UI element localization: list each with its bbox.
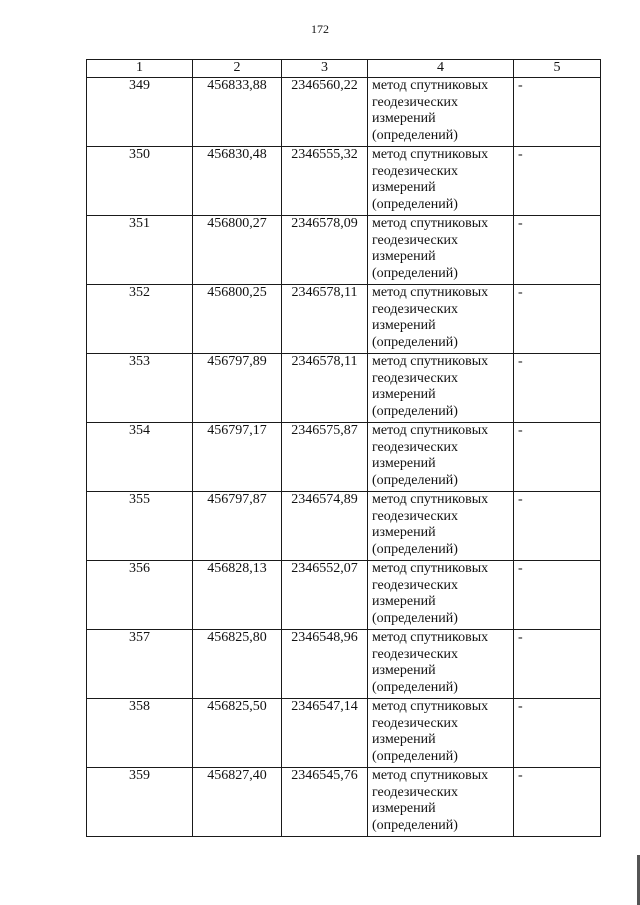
method-line: метод спутниковых [372,147,489,162]
header-col-1: 1 [87,60,193,78]
method-line: геодезических [372,301,459,317]
cell-y-coordinate: 2346547,14 [282,699,368,768]
cell-y-coordinate: 2346578,11 [282,285,368,354]
cell-point-number: 358 [87,699,193,768]
cell-x-coordinate: 456833,88 [193,78,282,147]
method-line: метод спутниковых [372,768,489,783]
method-line: метод спутниковых [372,216,489,231]
method-line: измерений [372,318,436,333]
coordinates-table [86,59,601,837]
method-line: (определений) [372,541,458,557]
method-line: измерений [372,180,436,195]
cell-x-coordinate: 456830,48 [193,147,282,216]
method-line: (определений) [372,748,458,764]
cell-note: - [514,147,601,216]
table-row [87,699,601,768]
cell-method [368,354,514,423]
cell-note: - [514,630,601,699]
cell-point-number: 356 [87,561,193,630]
method-line: измерений [372,387,436,402]
method-line: геодезических [372,94,459,110]
cell-method [368,561,514,630]
cell-point-number: 351 [87,216,193,285]
cell-note: - [514,354,601,423]
method-line: измерений [372,249,436,264]
table-row [87,216,601,285]
cell-method [368,216,514,285]
method-line: измерений [372,111,436,126]
cell-point-number: 355 [87,492,193,561]
table-row [87,285,601,354]
cell-note: - [514,492,601,561]
cell-x-coordinate: 456800,27 [193,216,282,285]
cell-x-coordinate: 456828,13 [193,561,282,630]
cell-y-coordinate: 2346578,09 [282,216,368,285]
method-line: геодезических [372,439,459,455]
header-col-3: 3 [282,60,368,78]
cell-point-number: 352 [87,285,193,354]
method-line: измерений [372,456,436,471]
method-line: метод спутниковых [372,423,489,438]
cell-y-coordinate: 2346552,07 [282,561,368,630]
table-row [87,630,601,699]
cell-method [368,492,514,561]
method-line: метод спутниковых [372,699,489,714]
method-line: (определений) [372,679,458,695]
method-line: (определений) [372,472,458,488]
cell-note: - [514,216,601,285]
method-line: измерений [372,594,436,609]
method-line: (определений) [372,817,458,833]
method-line: измерений [372,732,436,747]
method-line: (определений) [372,196,458,212]
cell-point-number: 353 [87,354,193,423]
cell-x-coordinate: 456797,89 [193,354,282,423]
method-line: (определений) [372,265,458,281]
method-line: измерений [372,663,436,678]
method-line: измерений [372,525,436,540]
method-line: геодезических [372,577,459,593]
cell-y-coordinate: 2346578,11 [282,354,368,423]
cell-x-coordinate: 456825,50 [193,699,282,768]
method-line: геодезических [372,163,459,179]
method-line: геодезических [372,784,459,800]
cell-y-coordinate: 2346545,76 [282,768,368,837]
cell-x-coordinate: 456797,17 [193,423,282,492]
table-row [87,768,601,837]
method-line: геодезических [372,508,459,524]
cell-note: - [514,699,601,768]
cell-note: - [514,561,601,630]
cell-note: - [514,768,601,837]
method-line: (определений) [372,127,458,143]
cell-method [368,699,514,768]
cell-method [368,147,514,216]
table-row [87,78,601,147]
header-col-5: 5 [514,60,601,78]
method-line: метод спутниковых [372,285,489,300]
page-number: 172 [311,22,329,36]
method-line: метод спутниковых [372,630,489,645]
table-row [87,354,601,423]
cell-method [368,630,514,699]
table-header-row [87,60,601,78]
method-line: (определений) [372,403,458,419]
cell-y-coordinate: 2346575,87 [282,423,368,492]
cell-y-coordinate: 2346548,96 [282,630,368,699]
method-line: геодезических [372,232,459,248]
cell-point-number: 349 [87,78,193,147]
cell-note: - [514,78,601,147]
method-line: геодезических [372,370,459,386]
cell-y-coordinate: 2346555,32 [282,147,368,216]
cell-y-coordinate: 2346560,22 [282,78,368,147]
table-row [87,423,601,492]
cell-method [368,285,514,354]
table-row [87,147,601,216]
method-line: геодезических [372,646,459,662]
method-line: геодезических [372,715,459,731]
cell-point-number: 354 [87,423,193,492]
header-col-4: 4 [368,60,514,78]
cell-method [368,768,514,837]
method-line: метод спутниковых [372,78,489,93]
cell-x-coordinate: 456827,40 [193,768,282,837]
cell-x-coordinate: 456800,25 [193,285,282,354]
header-col-2: 2 [193,60,282,78]
cell-method [368,423,514,492]
cell-y-coordinate: 2346574,89 [282,492,368,561]
method-line: (определений) [372,334,458,350]
cell-point-number: 359 [87,768,193,837]
cell-x-coordinate: 456797,87 [193,492,282,561]
cell-point-number: 350 [87,147,193,216]
cell-point-number: 357 [87,630,193,699]
cell-note: - [514,285,601,354]
method-line: метод спутниковых [372,561,489,576]
method-line: метод спутниковых [372,492,489,507]
cell-x-coordinate: 456825,80 [193,630,282,699]
cell-method [368,78,514,147]
cell-note: - [514,423,601,492]
table-row [87,492,601,561]
method-line: метод спутниковых [372,354,489,369]
table-row [87,561,601,630]
method-line: измерений [372,801,436,816]
method-line: (определений) [372,610,458,626]
